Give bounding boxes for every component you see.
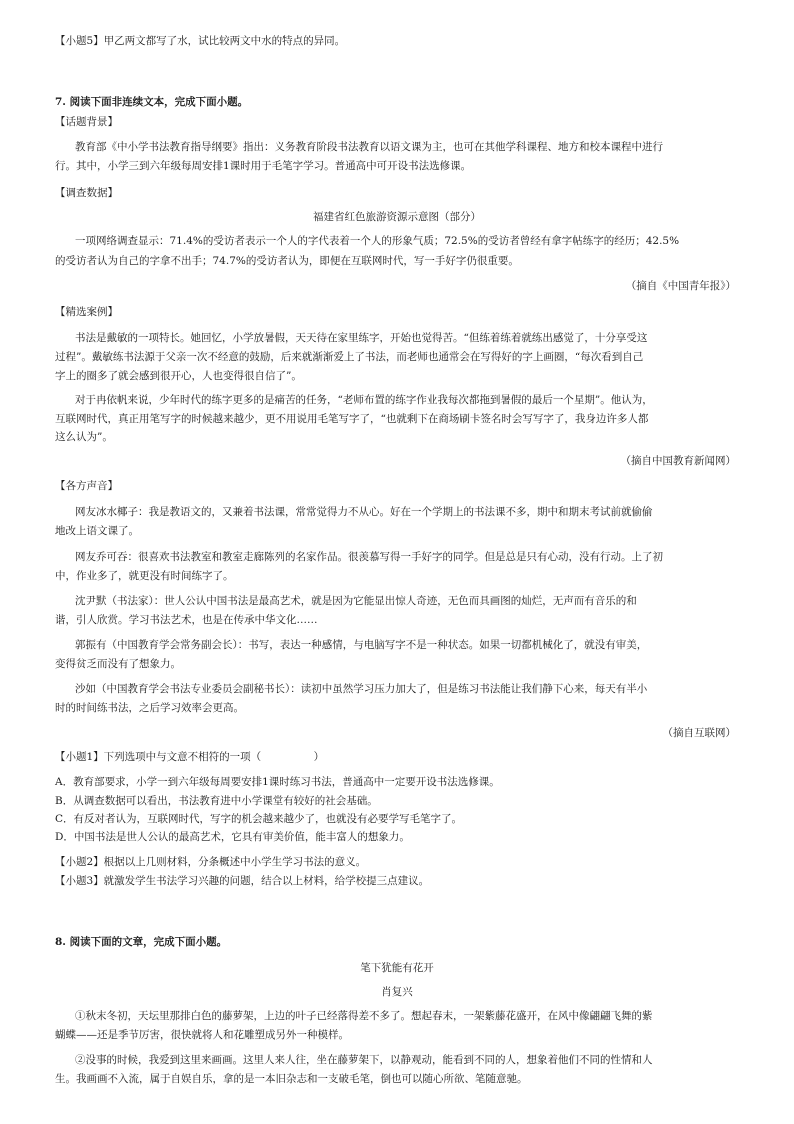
subquestion-1: 【小题1】下列选项中与文意不相符的一项（ ） [55, 751, 325, 763]
survey-source: （摘自《中国青年报》） [625, 280, 736, 292]
map-caption: 福建省红色旅游资源示意图（部分） [313, 211, 481, 223]
voices-line-4: 中，作业多了，就更没有时间练字了。 [55, 570, 234, 582]
article-para-2-line-2: 生。我画画不入流，属于自娱自乐，拿的是一本旧杂志和一支破毛笔，倒也可以随心所欲、笔随意驰。 [55, 1073, 528, 1085]
article-para-1-line-1: ①秋末冬初，天坛里那排白色的藤萝架，上边的叶子已经落得差不多了。想起春末，一架紫藤花盛开，在风中像翩翩飞舞的紫 [75, 1010, 653, 1022]
question-8-heading: 8. 阅读下面的文章，完成下面小题。 [55, 936, 228, 948]
background-label: 【话题背景】 [55, 116, 118, 128]
voices-line-1: 网友冰水椰子：我是教语文的，又兼着书法课，常常觉得力不从心。好在一个学期上的书法课不多，期中和期末考试前就偷偷 [75, 506, 653, 518]
voices-line-3: 网友乔可吞：很喜欢书法教室和教室走廊陈列的名家作品。很羡慕写得一手好字的同学。但是总是只有心动，没有行动。上了初 [75, 551, 663, 563]
cases-line-5: 互联网时代，真正用笔写字的时候越来越少，更不用说用毛笔写字了，“也就剩下在商场刷卡签名时会写写字了，我身边许多人都 [55, 413, 649, 425]
article-title: 笔下犹能有花开 [360, 962, 434, 974]
voices-source: （摘自互联网） [662, 727, 736, 739]
cases-line-4: 对于冉依帆来说，少年时代的练字更多的是痛苦的任务，“老师布置的练字作业我每次都拖到暑假的最后一个星期”。他认为， [75, 394, 653, 406]
background-line-1: 教育部《中小学书法教育指导纲要》指出：义务教育阶段书法教育以语文课为主，也可在其他学科课程、地方和校本课程中进行 [75, 141, 663, 153]
article-para-1-line-2: 蝴蝶——还是季节厉害，很快就将人和花雕塑成另外一种模样。 [55, 1029, 349, 1041]
option-d: D．中国书法是世人公认的最高艺术，它具有审美价值，能丰富人的想象力。 [55, 831, 410, 843]
survey-line-1: 一项网络调查显示：71.4%的受访者表示一个人的字代表着一个人的形象气质；72.5%的受访者曾经有拿字帖练字的经历；42.5% [75, 235, 680, 247]
voices-line-8: 变得贫乏而没有了想象力。 [55, 658, 181, 670]
article-para-2-line-1: ②没事的时候，我爱到这里来画画。这里人来人往，坐在藤萝架下，以静观动，能看到不同的人，想象着他们不同的性情和人 [75, 1054, 653, 1066]
subquestion-3: 【小题3】就激发学生书法学习兴趣的问题，结合以上材料，给学校提三点建议。 [55, 875, 430, 887]
voices-line-5: 沈尹默（书法家）：世人公认中国书法是最高艺术，就是因为它能显出惊人奇迹，无色而具画图的灿烂，无声而有音乐的和 [75, 595, 637, 607]
option-c: C．有反对者认为，互联网时代，写字的机会越来越少了，也就没有必要学写毛笔字了。 [55, 813, 463, 825]
cases-line-2: 过程”。戴敏练书法源于父亲一次不经意的鼓励，后来就渐渐爱上了书法，而老师也通常会在写得好的字上画圈，“每次看到自己 [55, 351, 644, 363]
voices-label: 【各方声音】 [55, 480, 118, 492]
cases-line-6: 这么认为”。 [55, 431, 113, 443]
voices-line-2: 地改上语文课了。 [55, 525, 139, 537]
voices-line-10: 时的时间练书法，之后学习效率会更高。 [55, 702, 244, 714]
voices-line-9: 沙如（中国教育学会书法专业委员会副秘书长）：读初中虽然学习压力加大了，但是练习书法能让我们静下心来，每天有半小 [75, 683, 648, 695]
survey-label: 【调查数据】 [55, 187, 118, 199]
cases-label: 【精选案例】 [55, 306, 118, 318]
cases-line-1: 书法是戴敏的一项特长。她回忆，小学放暑假，天天待在家里练字，开始也觉得苦。“但练着练着就练出感觉了，十分享受这 [75, 332, 648, 344]
background-line-2: 行。其中，小学三到六年级每周安排1课时用于毛笔字学习。普通高中可开设书法选修课。 [55, 160, 472, 172]
cases-line-3: 字上的圈多了就会感到很开心，人也变得很自信了”。 [55, 370, 302, 382]
survey-line-2: 的受访者认为自己的字拿不出手；74.7%的受访者认为，即便在互联网时代，写一手好字仍很重要。 [55, 255, 519, 267]
article-author: 肖复兴 [381, 986, 413, 998]
voices-line-7: 郭振有（中国教育学会常务副会长）：书写，表达一种感情，与电脑写字不是一种状态。如果一切都机械化了，就没有审美， [75, 639, 648, 651]
option-a: A．教育部要求，小学一到六年级每周要安排1课时练习书法，普通高中一定要开设书法选修课。 [55, 776, 500, 788]
option-b: B．从调查数据可以看出，书法教育进中小学课堂有较好的社会基础。 [55, 795, 378, 807]
subquestion-2: 【小题2】根据以上几则材料，分条概述中小学生学习书法的意义。 [55, 856, 367, 868]
cases-source: （摘自中国教育新闻网） [620, 455, 736, 467]
voices-line-6: 谐，引人欣赏。学习书法艺术，也是在传承中华文化…… [55, 614, 318, 626]
question-5-text: 【小题5】甲乙两文都写了水，试比较两文中水的特点的异同。 [55, 35, 346, 47]
question-7-heading: 7. 阅读下面非连续文本，完成下面小题。 [55, 96, 249, 108]
